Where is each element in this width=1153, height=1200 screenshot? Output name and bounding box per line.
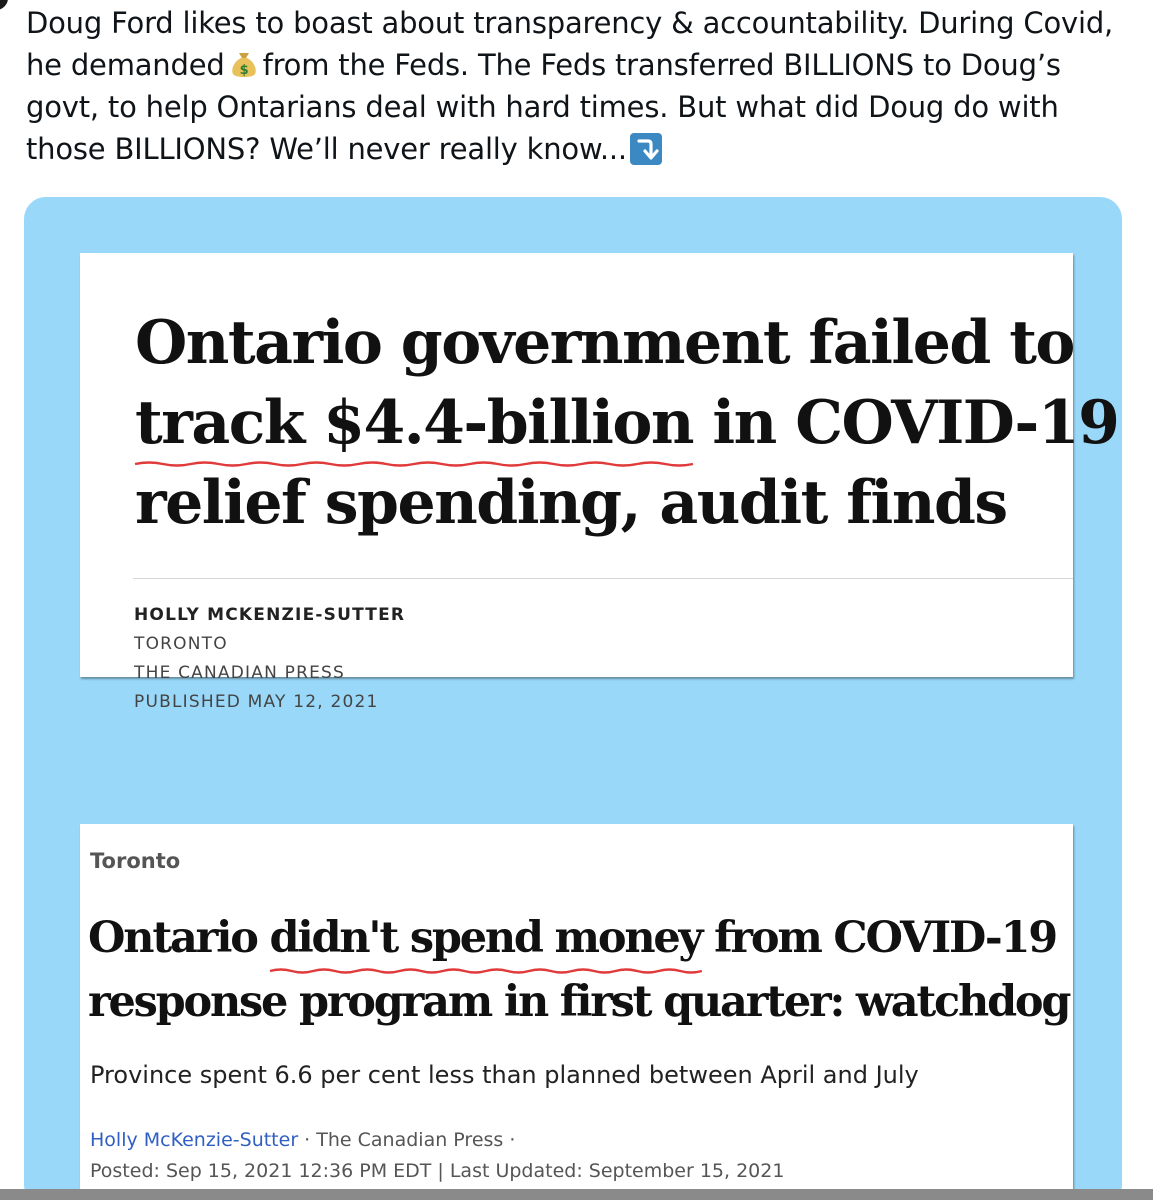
article-location: TORONTO [134, 634, 228, 654]
article-section-label: Toronto [90, 849, 181, 873]
highlighted-phrase: track $4.4-billion [135, 383, 693, 463]
divider [133, 578, 1073, 579]
article-card-globe [80, 253, 1119, 712]
tweet-line: those BILLIONS? We’ll never really know... [26, 128, 1136, 170]
avatar[interactable] [0, 0, 8, 10]
article-author: HOLLY MCKENZIE-SUTTER [134, 605, 406, 625]
article-source: THE CANADIAN PRESS [134, 663, 345, 683]
red-underline [135, 459, 693, 469]
article-headline: Ontario didn't spend money from COVID-19 response program in first quarter: watchdog [88, 906, 1078, 1034]
article-source: · The Canadian Press · [298, 1129, 516, 1151]
article-published-date: PUBLISHED MAY 12, 2021 [134, 692, 379, 712]
red-underline [270, 966, 702, 976]
bottom-edge-bar [0, 1189, 1153, 1200]
article-meta [134, 601, 405, 717]
svg-text:$: $ [239, 63, 248, 78]
money-bag-icon [229, 49, 259, 79]
arrow-down-right-icon [630, 133, 662, 165]
tweet-text [26, 2, 1136, 170]
author-link[interactable]: Holly McKenzie-Sutter [90, 1129, 299, 1151]
article-posted-date: Posted: Sep 15, 2021 12:36 PM EDT | Last Updated: September 15, 2021 [90, 1160, 785, 1182]
article-headline: Ontario government failed to track $4.4-billion in COVID-19 relief spending, audit finds [135, 308, 1119, 538]
article-byline [90, 1125, 784, 1187]
tweet-line: govt, to help Ontarians deal with hard times. But what did Doug do with [26, 90, 1059, 124]
highlighted-phrase: didn't spend money [270, 906, 702, 970]
tweet-line: Doug Ford likes to boast about transparency & accountability. During Covid, [26, 6, 1114, 40]
article-deck: Province spent 6.6 per cent less than planned between April and July [90, 1061, 919, 1089]
article-card-cbc [80, 824, 1073, 1200]
tweet-media-image[interactable] [24, 197, 1122, 1200]
tweet-line: he demanded $ from the Feds. The Feds transferred BILLIONS to Doug’s [26, 48, 1061, 82]
